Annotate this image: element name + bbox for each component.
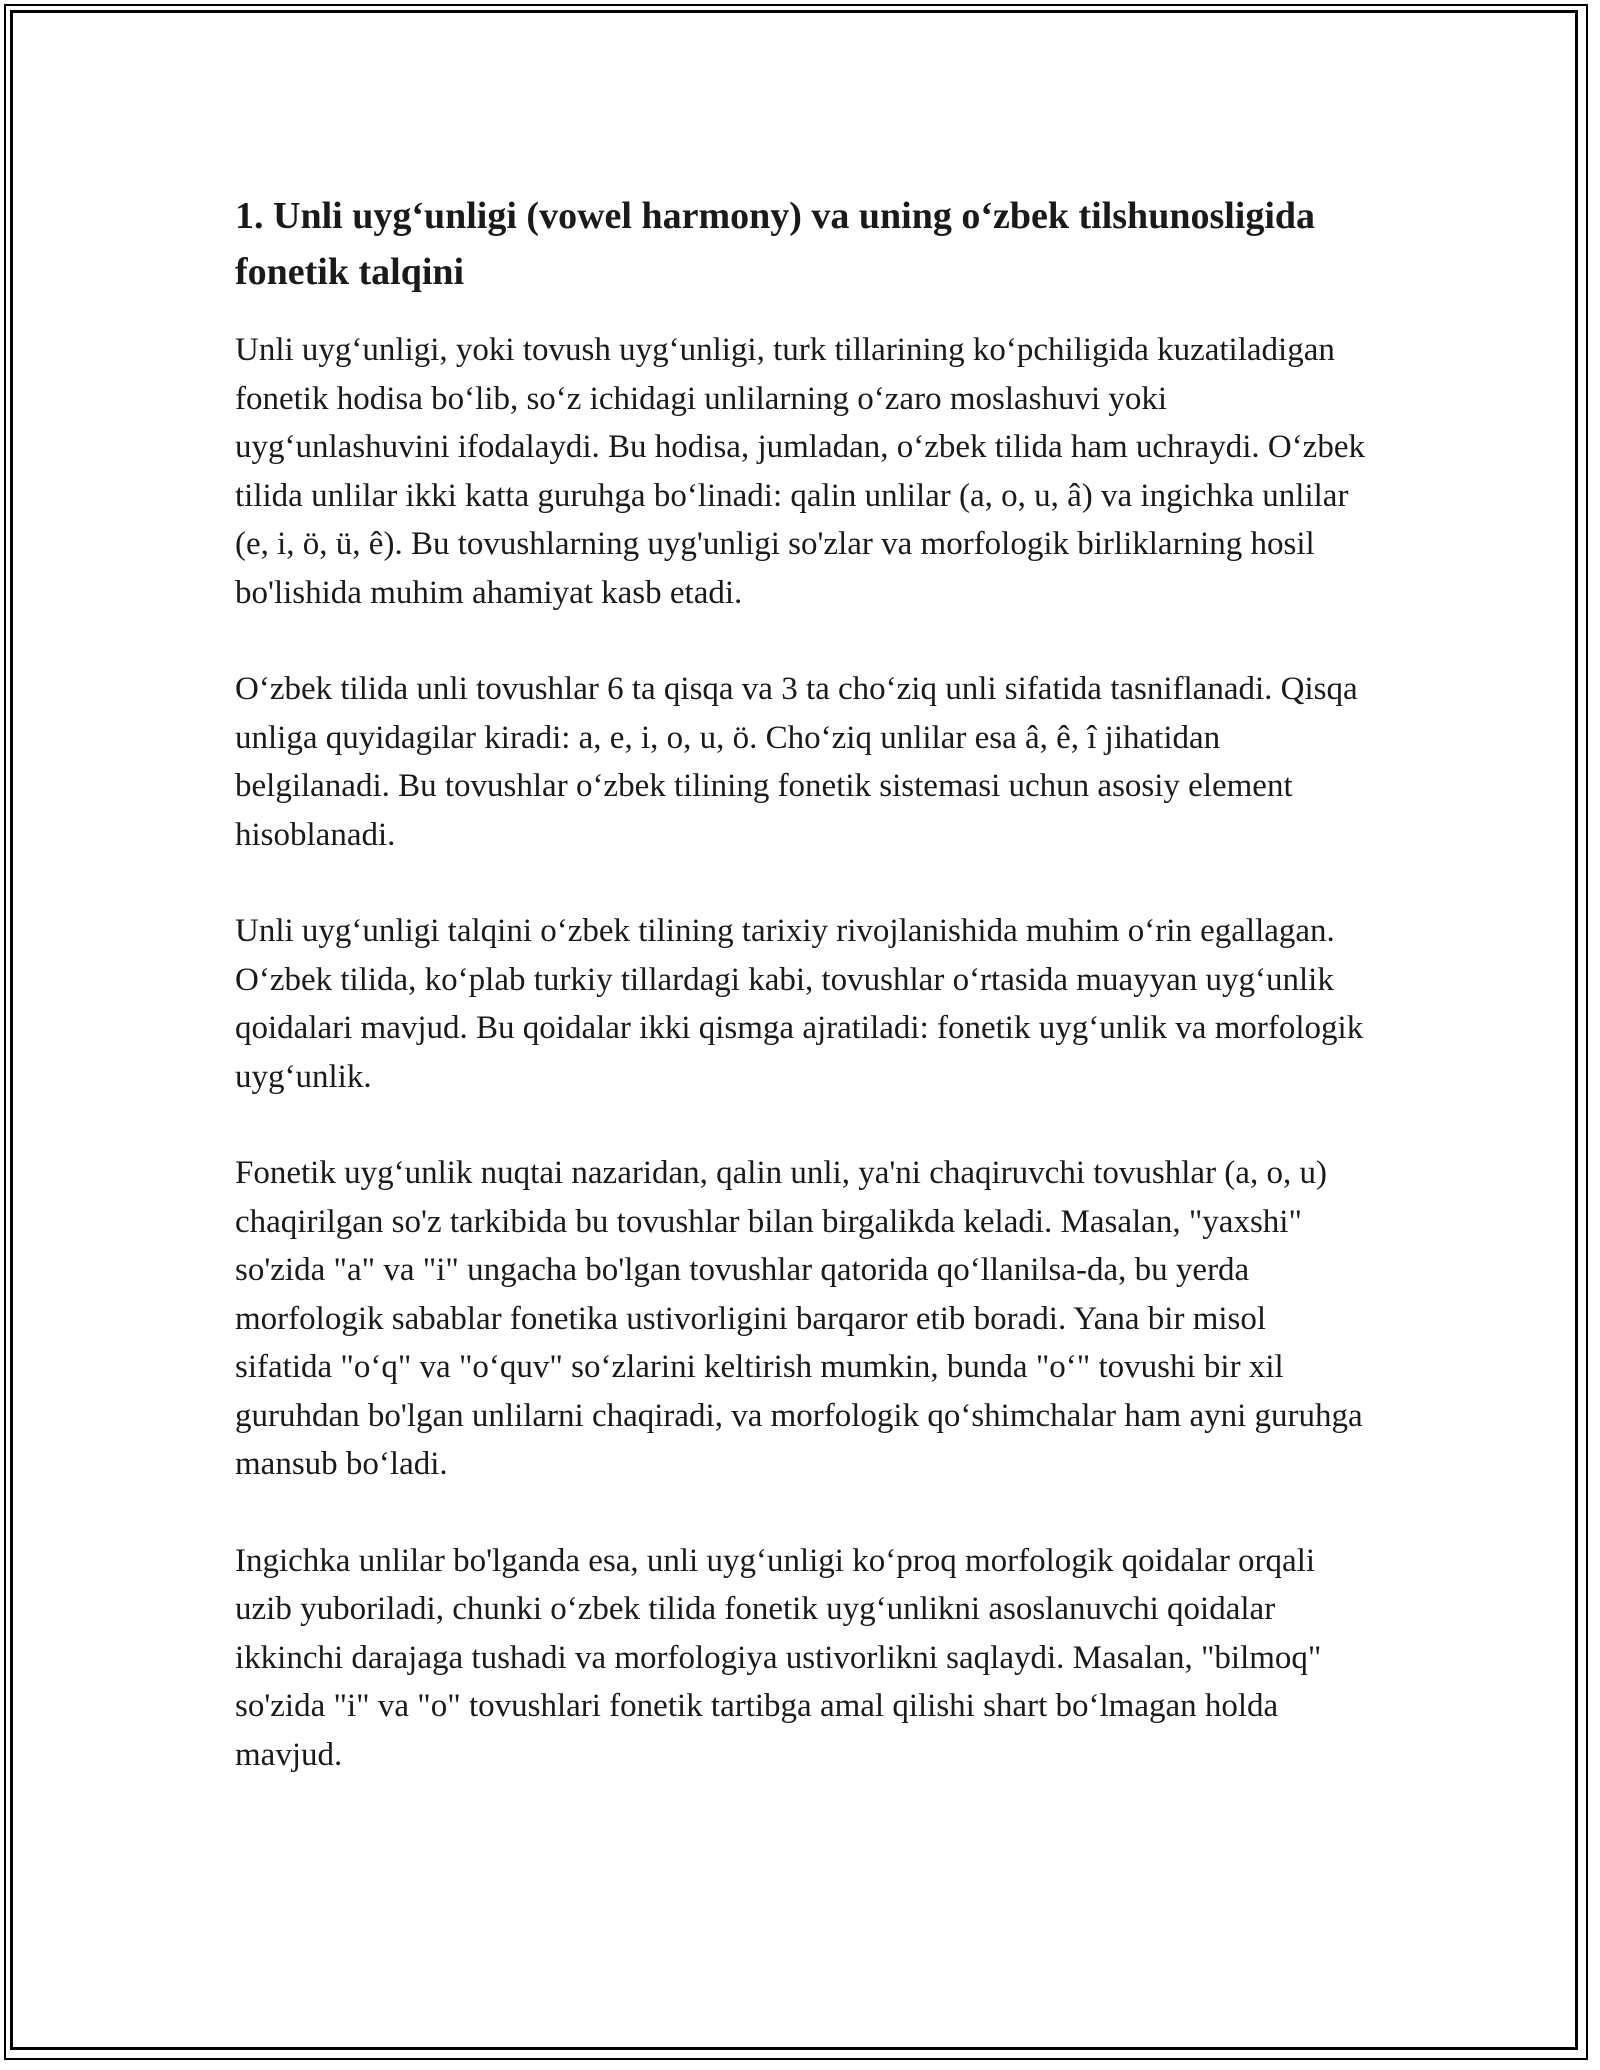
paragraph: Unli uyg‘unligi, yoki tovush uyg‘unligi, turk tillarining ko‘pchiligida kuzatiladigan fonetik hodisa bo‘lib, so‘z ichidagi unlilarning o‘zaro moslashuvi yoki uyg‘unlashuvini ifodalaydi. Bu hodisa, jumladan, o‘zbek tilida ham uchraydi. O‘zbek tilida unlilar ikki katta guruhga bo‘linadi: qalin unlilar (a, o, u, â) va ingichka unlilar (e, i, ö, ü, ê). Bu tovushlarning uyg'unligi so'zlar va morfologik birliklarning hosil bo'lishida muhim ahamiyat kasb etadi.	[235, 332, 1365, 611]
paragraph: Ingichka unlilar bo'lganda esa, unli uyg‘unligi ko‘proq morfologik qoidalar orqali uzib yuboriladi, chunki o‘zbek tilida fonetik uyg‘unlikni asoslanuvchi qoidalar ikkinchi darajaga tushadi va morfologiya ustivorlikni saqlaydi. Masalan, "bilmoq" so'zida "i" va "o" tovushlari fonetik tartibga amal qilishi shart bo‘lmagan holda mavjud.	[235, 1542, 1322, 1773]
paragraph: O‘zbek tilida unli tovushlar 6 ta qisqa va 3 ta cho‘ziq unli sifatida tasniflanadi. Qisqa unliga quyidagilar kiradi: a, e, i, o, u, ö. Cho‘ziq unlilar esa â, ê, î jihatidan belgilanadi. Bu tovushlar o‘zbek tilining fonetik sistemasi uchun asosiy element hisoblanadi.	[235, 671, 1358, 853]
document-body	[235, 188, 1365, 1827]
section-heading: 1. Unli uyg‘unligi (vowel harmony) va uning o‘zbek tilshunosligida fonetik talqini	[235, 195, 1316, 293]
paragraph: Fonetik uyg‘unlik nuqtai nazaridan, qalin unli, ya'ni chaqiruvchi tovushlar (a, o, u) chaqirilgan so'z tarkibida bu tovushlar bilan birgalikda keladi. Masalan, "yaxshi" so'zida "a" va "i" ungacha bo'lgan tovushlar qatorida qo‘llanilsa-da, bu yerda morfologik sabablar fonetika ustivorligini barqaror etib boradi. Yana bir misol sifatida "o‘q" va "o‘quv" so‘zlarini keltirish mumkin, bunda "o‘" tovushi bir xil guruhdan bo'lgan unlilarni chaqiradi, va morfologik qo‘shimchalar ham ayni guruhga mansub bo‘ladi.	[235, 1155, 1363, 1482]
paragraph: Unli uyg‘unligi talqini o‘zbek tilining tarixiy rivojlanishida muhim o‘rin egallagan. O‘zbek tilida, ko‘plab turkiy tillardagi kabi, tovushlar o‘rtasida muayyan uyg‘unlik qoidalari mavjud. Bu qoidalar ikki qismga ajratiladi: fonetik uyg‘unlik va morfologik uyg‘unlik.	[235, 913, 1364, 1095]
